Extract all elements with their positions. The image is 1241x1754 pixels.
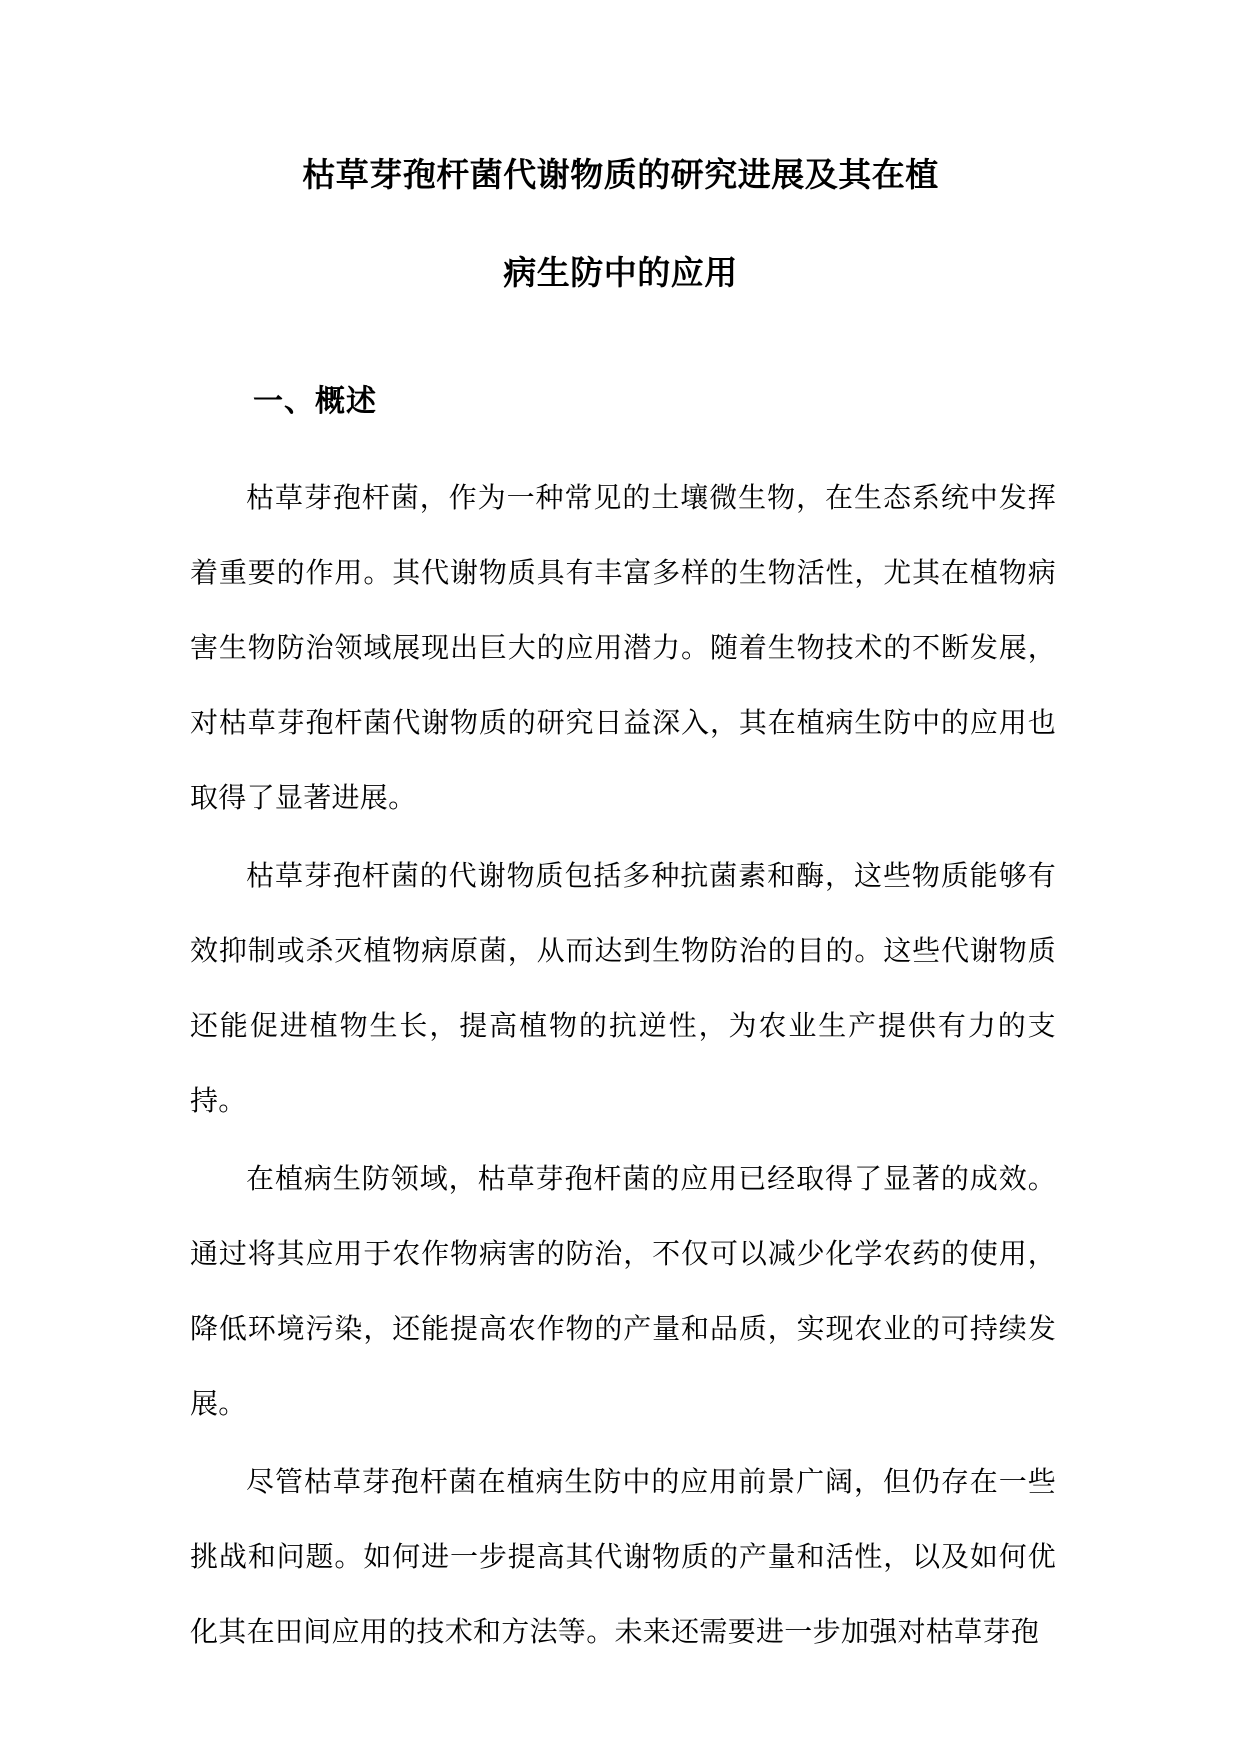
document-title-line-2: 病生防中的应用 [503,253,738,292]
section-heading: 一、概述 [253,384,377,419]
paragraph-3: 在植病生防领域，枯草芽孢杆菌的应用已经取得了显著的成效。通过将其应用于农作物病害的防治，不仅可以减少化学农药的使用，降低环境污染，还能提高农作物的产量和品质，实现农业的可持续发展。 [190,1162,1056,1420]
paragraph-1: 枯草芽孢杆菌，作为一种常见的土壤微生物，在生态系统中发挥着重要的作用。其代谢物质具有丰富多样的生物活性，尤其在植物病害生物防治领域展现出巨大的应用潜力。随着生物技术的不断发展，对枯草芽孢杆菌代谢物质的研究日益深入，其在植病生防中的应用也取得了显著进展。 [190,481,1056,814]
paragraph-4: 尽管枯草芽孢杆菌在植病生防中的应用前景广阔，但仍存在一些挑战和问题。如何进一步提高其代谢物质的产量和活性，以及如何优化其在田间应用的技术和方法等。未来还需要进一步加强对枯草芽孢 [190,1465,1056,1648]
document-title-line-1: 枯草芽孢杆菌代谢物质的研究进展及其在植 [302,155,939,194]
paragraph-2: 枯草芽孢杆菌的代谢物质包括多种抗菌素和酶，这些物质能够有效抑制或杀灭植物病原菌，从而达到生物防治的目的。这些代谢物质还能促进植物生长，提高植物的抗逆性，为农业生产提供有力的支持。 [190,859,1056,1117]
body-text [190,460,1056,1672]
